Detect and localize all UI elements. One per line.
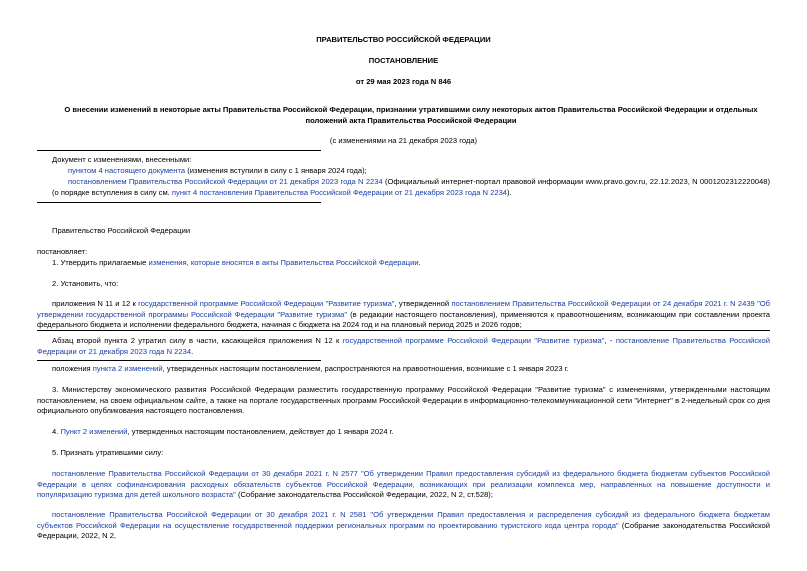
- link-decree-2439[interactable]: постановлением Правительства Российской Федерации от 24 декабря 2021 г. N 2439 "Об утверждении государственной программы Российской Федерации "Развитие туризма": [37, 299, 771, 319]
- changes-item-2-end: ).: [507, 187, 512, 197]
- divider: [37, 202, 321, 203]
- p6-end: , утвержденных настоящим постановлением, действует до 1 января 2024 г.: [127, 427, 394, 436]
- p8-end: (Собрание законодательства Российской Федерации, 2022, N 2, ст.528);: [235, 490, 493, 499]
- divider: [37, 150, 321, 151]
- divider: [37, 330, 770, 331]
- p4-end: , утвержденных настоящим постановлением, распространяются на правоотношения, возникшие с 1 января 2023 г.: [162, 364, 569, 373]
- link-decree-2581[interactable]: постановление Правительства Российской Федерации от 30 декабря 2021 г. N 2581 "Об утверждении Правил предоставления и распределения субсидий из федерального бюджета бюджетам субъектов Российской Федерации на осуществление государственной поддержки региональных программ по проектированию туристского кода центра города": [37, 510, 770, 530]
- paragraph-1: [52, 258, 770, 269]
- link-point-4[interactable]: пунктом 4 настоящего документа: [68, 166, 186, 175]
- paragraph-8: [37, 469, 770, 501]
- link-decree-2577[interactable]: постановление Правительства Российской Федерации от 30 декабря 2021 г. N 2577 "Об утверждении Правил предоставления субсидий из федерального бюджета бюджетам субъектов Российской Федерации в целях софинансирования расходных обязательств субъектов Российской Федерации, возникающих при реализации комплекса мер, направленных на повышение доступности и популяризацию туризма для детей школьного возраста": [37, 469, 770, 499]
- note-pre: Абзац второй пункта 2 утратил силу в части, касающейся приложения N 12 к: [52, 336, 343, 345]
- p3-end: (в редакции настоящего постановления), применяются к правоотношениям, возникающим при составлении проекта федерального бюджета и исполнении федерального бюджета, начиная с бюджета на 2024 год и на плановый период 2025 и 2026 годов;: [37, 309, 770, 329]
- paragraph-6: [52, 427, 770, 438]
- amendment-notice: [37, 336, 770, 357]
- document-title: О внесении изменений в некоторые акты Правительства Российской Федерации, признании утратившими силу некоторых актов Правительства Российской Федерации и отдельных положений акта Правительства Российской Федерации: [64, 105, 758, 125]
- note-mid: , -: [604, 336, 616, 345]
- authority-heading: ПРАВИТЕЛЬСТВО РОССИЙСКОЙ ФЕДЕРАЦИИ: [316, 35, 491, 44]
- link-point-2-changes[interactable]: пункта 2 изменений: [92, 364, 163, 373]
- p3-mid: , утвержденной: [394, 299, 452, 308]
- link-point-2-changes-2[interactable]: Пункт 2 изменений: [60, 427, 128, 436]
- paragraph-9: [37, 510, 770, 542]
- link-program-tourism-2[interactable]: государственной программе Российской Федерации "Развитие туризма": [342, 336, 605, 345]
- date-number: от 29 мая 2023 года N 846: [355, 77, 452, 86]
- paragraph-5: 3. Министерству экономического развития Российской Федерации разместить государственную программу Российской Федерации "Развитие туризма" с изменениями, утвержденными настоящим постановлением, на своем официальном сайте, а также на портале государственных программ Российской Федерации в информационно-телекоммуникационной сети "Интернет" в 2-недельный срок со дня официального опубликования настоящего постановления.: [37, 385, 770, 415]
- changes-intro: Документ с изменениями, внесенными:: [52, 155, 192, 164]
- changes-item-1: [68, 166, 768, 177]
- p6-pre: 4.: [52, 427, 61, 436]
- government-line: Правительство Российской Федерации: [52, 226, 191, 235]
- p1-end: .: [418, 258, 421, 267]
- link-changes[interactable]: изменения, которые вносятся в акты Правительства Российской Федерации: [148, 258, 419, 267]
- paragraph-7: 5. Признать утратившими силу:: [52, 448, 164, 457]
- divider: [37, 360, 321, 361]
- paragraph-3: [37, 299, 770, 331]
- amendment-note: (с изменениями на 21 декабря 2023 года): [329, 136, 478, 145]
- link-program-tourism[interactable]: государственной программе Российской Федерации "Развитие туризма": [138, 299, 395, 308]
- p9-end: (Собрание законодательства Российской Федерации, 2022, N 2,: [37, 520, 770, 540]
- note-end: .: [191, 346, 194, 356]
- document-type: ПОСТАНОВЛЕНИЕ: [368, 56, 439, 65]
- link-decree-2234[interactable]: постановлением Правительства Российской Федерации от 21 декабря 2023 года N 2234: [68, 177, 383, 186]
- changes-item-1-text: (изменения вступили в силу с 1 января 2024 года);: [185, 166, 367, 175]
- link-decree-2234-2[interactable]: постановление Правительства Российской Федерации от 21 декабря 2023 года N 2234: [37, 336, 770, 356]
- changes-item-2-text: (Официальный интернет-портал правовой информации www.pravo.gov.ru, 22.12.2023, N 0001202312220048) (о порядке вступления в силу см.: [52, 177, 770, 197]
- changes-item-2: [52, 177, 770, 198]
- p1-pre: 1. Утвердить прилагаемые: [52, 258, 149, 267]
- paragraph-4: [52, 364, 770, 375]
- paragraph-2: 2. Установить, что:: [52, 279, 119, 288]
- link-decree-2234-point-4[interactable]: пункт 4 постановления Правительства Российской Федерации от 21 декабря 2023 года N 2234: [171, 187, 508, 197]
- p4-pre: положения: [52, 364, 93, 373]
- p3-pre: приложения N 11 и 12 к: [52, 299, 139, 308]
- decrees-line: постановляет:: [37, 247, 88, 256]
